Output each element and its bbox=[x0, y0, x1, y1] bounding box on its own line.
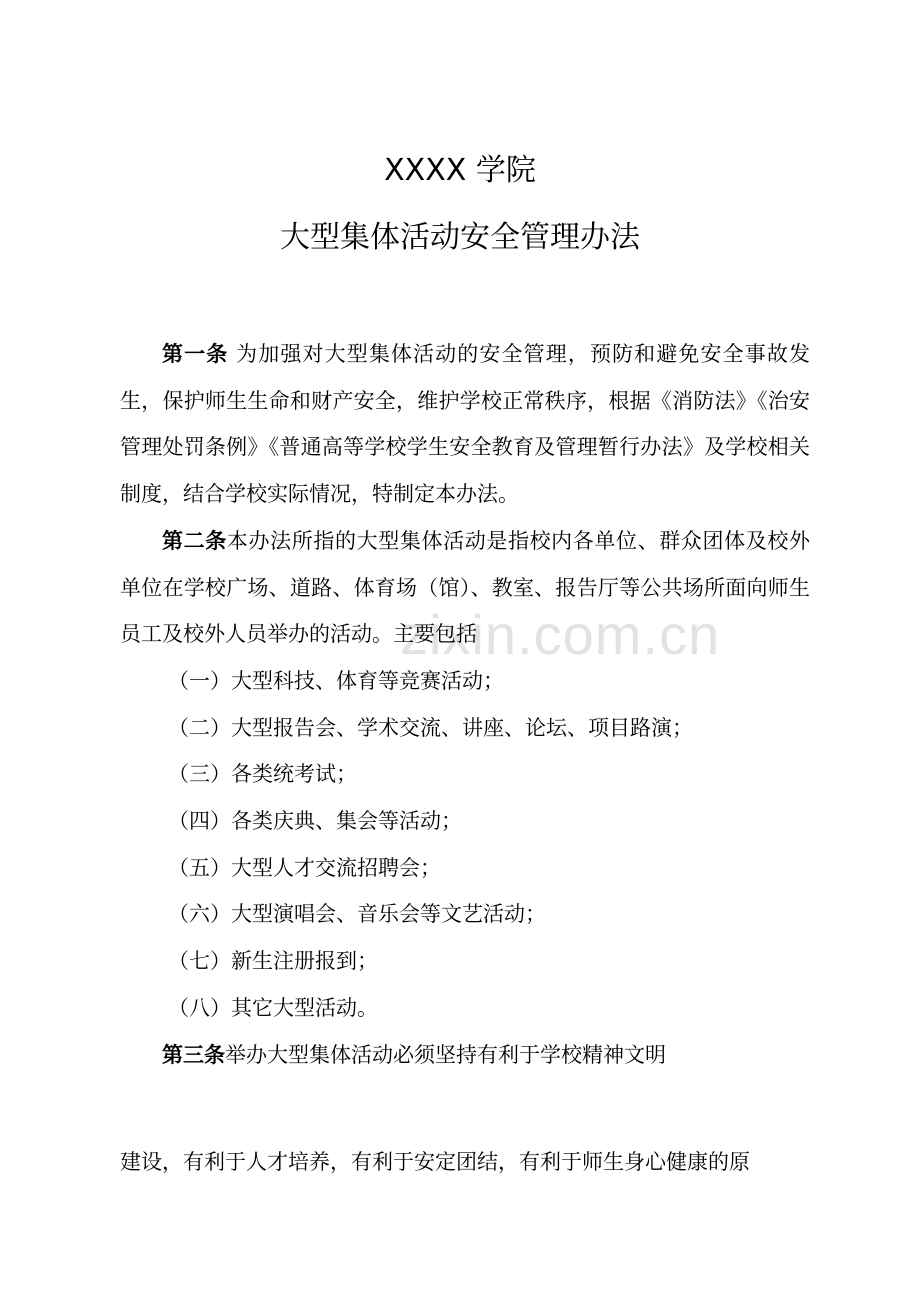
list-item: （六）大型演唱会、音乐会等文艺活动； bbox=[168, 902, 546, 927]
document-body bbox=[120, 331, 810, 1186]
article-1-heading: 第一条 bbox=[162, 342, 229, 366]
article-3-continuation: 建设，有利于人才培养，有利于安定团结，有利于师生身心健康的原 bbox=[120, 1150, 750, 1175]
article-2-text: 本办法所指的大型集体活动是指校内各单位、群众团体及校外单位在学校广场、道路、体育场（馆）、教室、报告厅等公共场所面向师生员工及校外人员举办的活动。主要包括 bbox=[120, 528, 811, 647]
article-3-text: 举办大型集体活动必须坚持有利于学校精神文明 bbox=[225, 1042, 666, 1067]
list-item: （二）大型报告会、学术交流、讲座、论坛、项目路演； bbox=[168, 715, 693, 740]
watermark: zixin.com.cn bbox=[400, 603, 721, 666]
article-3 bbox=[120, 1032, 810, 1079]
document-title: 大型集体活动安全管理办法 bbox=[280, 220, 640, 255]
page-gap bbox=[120, 1078, 810, 1139]
list-item: （三）各类统考试； bbox=[168, 762, 357, 787]
document-title-institution: XXXX 学院 bbox=[384, 153, 536, 188]
list-item: （一）大型科技、体育等竞赛活动； bbox=[168, 668, 504, 693]
article-2-heading: 第二条 bbox=[162, 528, 227, 553]
list-item: （八）其它大型活动。 bbox=[168, 995, 378, 1020]
article-1-text: 为加强对大型集体活动的安全管理，预防和避免安全事故发生，保护师生生命和财产安全，维护学校正常秩序，根据《消防法》《治安管理处罚条例》《普通高等学校学生安全教育及管理暂行办法》及学校相关制度，结合学校实际情况，特制定本办法。 bbox=[120, 342, 810, 507]
list-item: （四）各类庆典、集会等活动； bbox=[168, 809, 462, 834]
article-1 bbox=[120, 331, 810, 518]
article-3-heading: 第三条 bbox=[162, 1042, 225, 1067]
list-item: （五）大型人才交流招聘会； bbox=[168, 855, 441, 880]
article-2 bbox=[120, 518, 810, 658]
list-item: （七）新生注册报到； bbox=[168, 949, 378, 974]
